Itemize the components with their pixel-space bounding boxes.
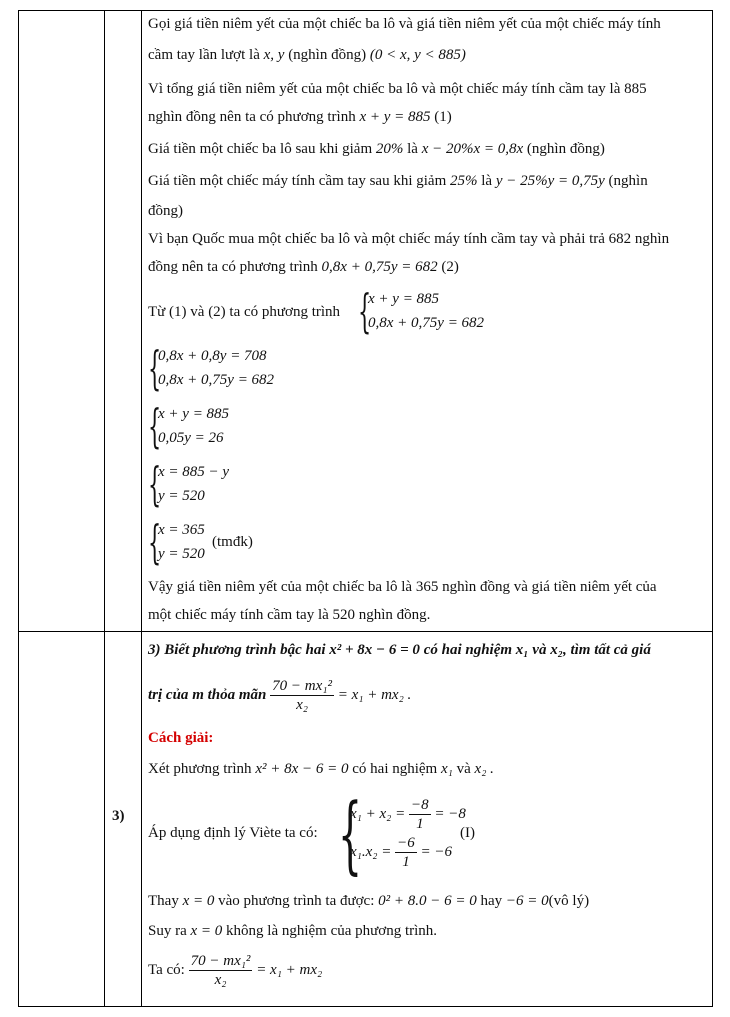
question-line (148, 640, 651, 660)
text-span: nghìn đồng nên ta có phương trình (148, 109, 356, 125)
text-span: x₁ + x₂ = (350, 805, 406, 822)
text-span: có hai nghiệm (423, 642, 513, 658)
paragraph-line (148, 891, 589, 911)
math-equation: x² + 8x − 6 = 0 (329, 642, 420, 658)
math-percent: 25% (450, 173, 478, 189)
table-column-divider-2 (141, 10, 142, 1007)
question-line (148, 675, 411, 715)
equation-system-2 (148, 341, 348, 395)
text-span: , tìm tất cả giá (562, 642, 651, 658)
math-equation: x = 0 (182, 893, 215, 909)
equation-tag: (I) (460, 825, 475, 841)
text-span: (vô lý) (548, 893, 590, 909)
fraction-numerator: −8 (411, 797, 429, 813)
equation-system-5 (148, 515, 348, 569)
math-equation: x − 20%x = 0,8x (421, 141, 524, 157)
text-span: trị của (148, 687, 189, 703)
system-row: 0,05y = 26 (158, 430, 224, 446)
paragraph-line: Vì bạn Quốc mua một chiếc ba lô và một chiếc máy tính cầm tay và phải trả 682 nghìn (148, 231, 670, 247)
text-span: = −8 (434, 805, 466, 822)
system-row: 0,8x + 0,75y = 682 (158, 372, 275, 388)
paragraph-line: đồng) (148, 203, 183, 219)
text-span: là (481, 173, 493, 189)
system-row: x = 365 (158, 522, 205, 538)
table-border-bottom (18, 1006, 713, 1007)
table-column-divider-1 (104, 10, 105, 1007)
system-row (350, 796, 466, 833)
text-span: Giá tiền một chiếc máy tính cầm tay sau khi giảm (148, 173, 447, 189)
fraction-denominator: x₂ (214, 972, 227, 989)
math-percent: 20% (375, 141, 404, 157)
row-number: 3) (112, 808, 125, 824)
text-span: có hai nghiệm (352, 761, 438, 777)
brace-icon: { (338, 785, 363, 883)
system-row: y = 520 (158, 546, 205, 562)
brace-icon: { (148, 399, 162, 453)
equation-system-4 (148, 457, 348, 511)
text-span: hay (480, 893, 503, 909)
math-var: x₂ (550, 642, 563, 658)
text-span: Thay (148, 893, 179, 909)
equation-tag: (1) (434, 109, 452, 125)
text-span: Suy ra (148, 923, 187, 939)
text-span: (nghìn (608, 173, 648, 189)
paragraph-line (148, 107, 452, 127)
text-span: thỏa mãn (207, 687, 267, 703)
paragraph-line (148, 139, 605, 159)
fraction-denominator: 1 (416, 816, 424, 832)
fraction (270, 677, 334, 714)
text-span: vào phương trình ta được: (218, 893, 375, 909)
fraction-numerator: −6 (397, 835, 415, 851)
paragraph-line: Vì tổng giá tiền niêm yết của một chiếc ba lô và một chiếc máy tính cầm tay là 885 (148, 81, 647, 97)
text-span: cầm tay lần lượt là (148, 47, 260, 63)
math-equation: 0² + 8.0 − 6 = 0 (378, 893, 477, 909)
brace-icon: { (148, 457, 162, 511)
math-equation: = x₁ + mx₂ . (337, 687, 412, 703)
math-equation: 0,8x + 0,75y = 682 (321, 259, 438, 275)
system-row (350, 834, 452, 871)
fraction (395, 834, 417, 871)
fraction-numerator: 70 − mx₁² (190, 953, 251, 970)
text-span: Ta có: (148, 962, 185, 978)
text-span: 3) Biết phương trình bậc hai (148, 642, 326, 658)
math-equation: x² + 8x − 6 = 0 (255, 761, 349, 777)
math-condition: (0 < x, y < 885) (369, 47, 466, 63)
conclusion-line: Vậy giá tiền niêm yết của một chiếc ba lô là 365 nghìn đồng và giá tiền niêm yết của (148, 579, 657, 595)
system-row: 0,8x + 0,75y = 682 (368, 315, 485, 331)
paragraph-line (148, 171, 648, 191)
system-row: x = 885 − y (158, 464, 230, 480)
paragraph-line (148, 45, 466, 65)
math-var: x₁ (440, 761, 453, 777)
text-span: (nghìn đồng) (288, 47, 367, 63)
text-span: x₁.x₂ = (350, 843, 392, 860)
system-row: x + y = 885 (158, 406, 230, 422)
math-equation: y − 25%y = 0,75y (495, 173, 605, 189)
math-var: x₂ . (474, 761, 494, 777)
text-span: không là nghiệm của phương trình. (226, 923, 438, 939)
text-span: Giá tiền một chiếc ba lô sau khi giảm (148, 141, 373, 157)
fraction-numerator: 70 − mx₁² (272, 678, 332, 695)
math-equation: −6 = 0 (505, 893, 549, 909)
text-span: là (407, 141, 418, 157)
table-row-divider (18, 631, 713, 632)
fraction-denominator: 1 (402, 854, 410, 870)
fraction (409, 796, 431, 833)
table-border-right (712, 10, 713, 1007)
condition-note: (tmđk) (212, 534, 253, 550)
text-span: và (532, 642, 547, 658)
math-equation: x + y = 885 (359, 109, 431, 125)
table-border-left (18, 10, 19, 1007)
system-row: 0,8x + 0,8y = 708 (158, 348, 267, 364)
paragraph-line (148, 921, 437, 941)
math-vars: x, y (263, 47, 285, 63)
text-span: và (456, 761, 471, 777)
conclusion-line: một chiếc máy tính cầm tay là 520 nghìn đồng. (148, 607, 431, 623)
paragraph-line: Gọi giá tiền niêm yết của một chiếc ba lô và giá tiền niêm yết của một chiếc máy tính (148, 16, 661, 32)
paragraph-line (148, 257, 459, 277)
brace-icon: { (148, 341, 162, 395)
math-equation: x = 0 (190, 923, 223, 939)
method-heading: Cách giải: (148, 730, 214, 746)
fraction (189, 952, 253, 989)
paragraph-line: Từ (1) và (2) ta có phương trình (148, 304, 341, 320)
system-row: y = 520 (158, 488, 205, 504)
text-span: Xét phương trình (148, 761, 252, 777)
equation-system-3 (148, 399, 348, 453)
paragraph-line (148, 950, 322, 990)
text-span: = −6 (420, 843, 452, 860)
equation-tag: (2) (441, 259, 459, 275)
equation-system-1 (358, 284, 558, 338)
math-var: x₁ (515, 642, 529, 658)
text-span: (nghìn đồng) (526, 141, 605, 157)
paragraph-line: Áp dụng định lý Viète ta có: (148, 825, 318, 841)
text-span: đồng nên ta có phương trình (148, 259, 318, 275)
system-row: x + y = 885 (368, 291, 440, 307)
math-var: m (192, 687, 204, 703)
math-equation: = x₁ + mx₂ (256, 962, 323, 978)
fraction-denominator: x₂ (296, 697, 308, 714)
table-border-top (18, 10, 713, 11)
brace-icon: { (148, 515, 162, 569)
paragraph-line (148, 759, 494, 779)
brace-icon: { (358, 284, 372, 338)
